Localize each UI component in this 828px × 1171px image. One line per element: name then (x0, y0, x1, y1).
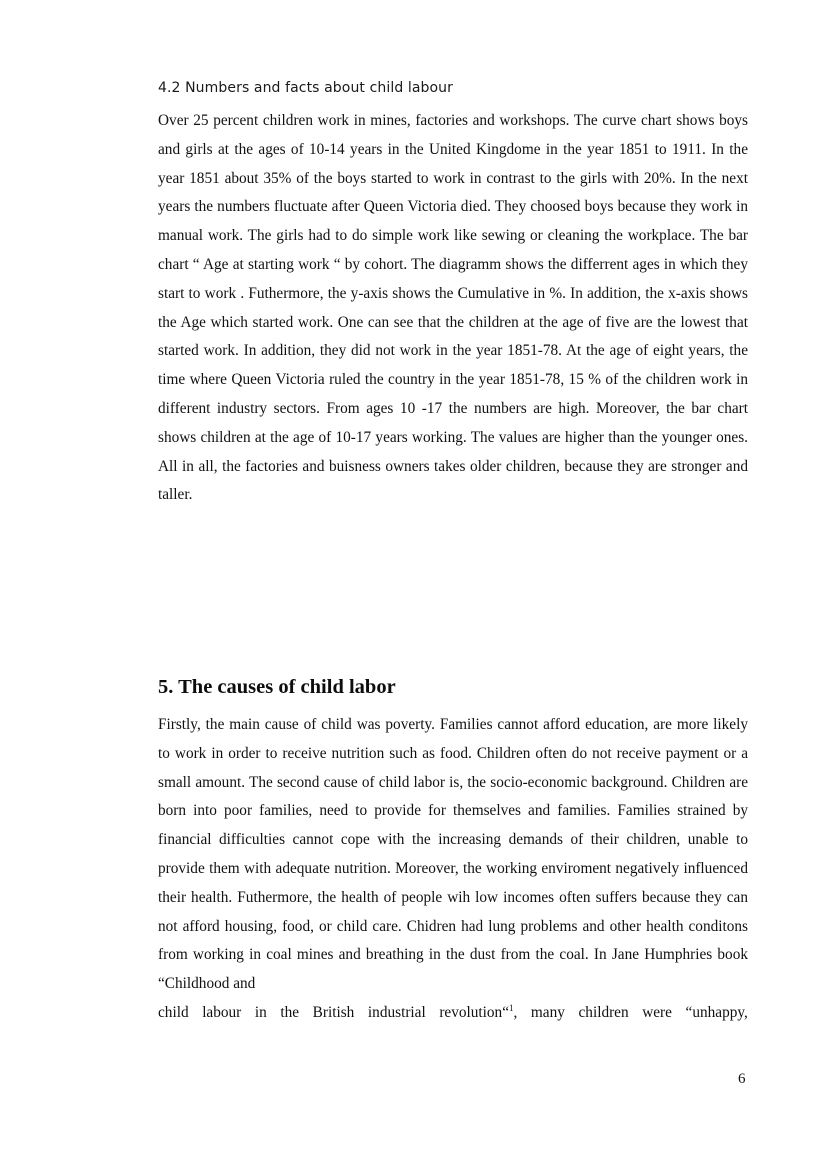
section-5-heading: 5. The causes of child labor (158, 676, 396, 698)
section-4-2-paragraph: Over 25 percent children work in mines, factories and workshops. The curve chart shows boys and girls at the ages of 10-14 years in the United Kingdome in the year 1851 to 1911. In the year 1851 about 35% of the boys started to work in contrast to the girls with 20%. In the next years the numbers fluctuate after Queen Victoria died. They choosed boys because they work in manual work. The girls had to do simple work like sewing or cleaning the workplace. The bar chart “ Age at starting work “ by cohort. The diagramm shows the differrent ages in which they start to work . Futhermore, the y-axis shows the Cumulative in %. In addition, the x-axis shows the Age which started work. One can see that the children at the age of five are the lowest that started work. In addition, they did not work in the year 1851-78. At the age of eight years, the time where Queen Victoria ruled the country in the year 1851-78, 15 % of the children work in different industry sectors. From ages 10 -17 the numbers are high. Moreover, the bar chart shows children at the age of 10-17 years working. The values are higher than the younger ones. All in all, the factories and buisness owners takes older children, because they are stronger and taller. (158, 112, 748, 504)
word: child (158, 1004, 189, 1021)
word: industrial (367, 1004, 426, 1021)
word: in (254, 1004, 267, 1021)
word: were (642, 1004, 672, 1021)
section-5-paragraph: Firstly, the main cause of child was poverty. Families cannot afford education, are more likely to work in order to receive nutrition such as food. Children often do not receive payment or a small amount. The second cause of child labor is, the socio-economic background. Children are born into poor families, need to provide for themselves and families. Families strained by financial difficulties cannot cope with the increasing demands of their children, unable to provide them with adequate nutrition. Moreover, the working enviroment negatively influenced their health. Futhermore, the health of people wih low incomes often suffers because they can not afford housing, food, or child care. Chidren had lung problems and other health conditons from working in coal mines and breathing in the dust from the coal. In Jane Humphries book “Childhood and (158, 716, 748, 993)
section-5-paragraph-last-line (158, 999, 748, 1028)
section-4-2-heading: 4.2 Numbers and facts about child labour (158, 80, 454, 96)
word: labour (202, 1004, 242, 1021)
word: revolution“ (439, 1004, 509, 1021)
word: children (578, 1004, 629, 1021)
word-with-footnote (439, 999, 517, 1028)
word: the (280, 1004, 300, 1021)
punctuation: , (513, 1004, 518, 1021)
page-number: 6 (738, 1071, 746, 1087)
word: British (312, 1004, 355, 1021)
word: “unhappy, (685, 1004, 748, 1021)
word: many (530, 1004, 565, 1021)
footnote-reference[interactable]: 1 (508, 1002, 514, 1013)
